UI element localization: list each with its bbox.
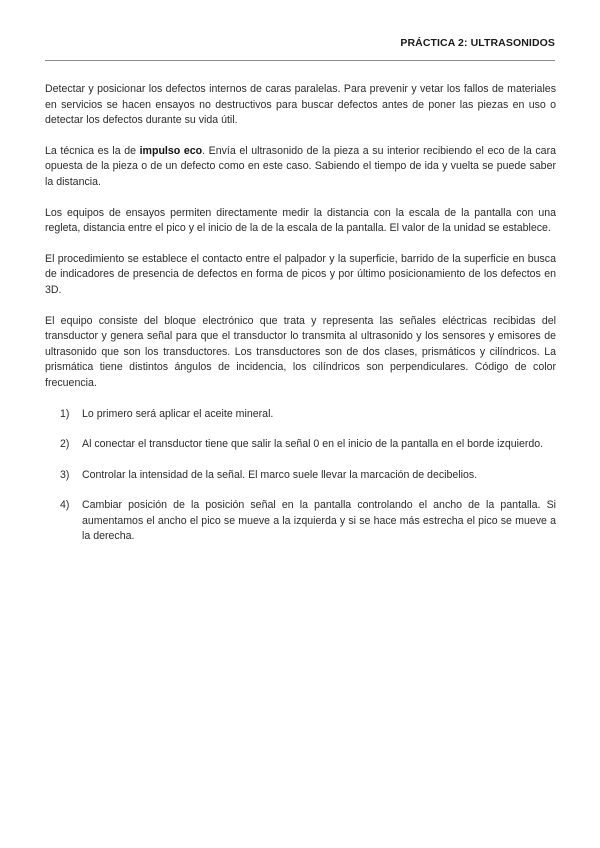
paragraph-procedure: El procedimiento se establece el contacto entre el palpador y la superficie, barrido de la superficie en busca de indicadores de presencia de defectos en forma de picos y por último posicionamiento de los defectos en 3D.	[45, 252, 556, 296]
paragraph-intro: Detectar y posicionar los defectos internos de caras paralelas. Para prevenir y vetar los fallos de materiales en servicios se hacen ensayos no destructivos para buscar defectos antes de poner las piezas en uso o detectar los defectos durante su vida útil.	[45, 83, 556, 127]
list-item	[45, 468, 556, 484]
paragraph-technique-after: . Envía el ultrasonido de la pieza a su interior recibiendo el eco de la cara opuesta de la pieza o de un defecto como en este caso. Sabiendo el tiempo de ida y vuelta se puede saber la distancia.	[45, 144, 556, 188]
paragraph-technique-bold: impulso eco	[139, 144, 203, 157]
list-item	[45, 437, 556, 453]
paragraph-technique	[45, 144, 556, 191]
paragraph-technique-before: La técnica es la de	[45, 144, 140, 157]
list-item-text: Cambiar posición de la posición señal en la pantalla controlando el ancho de la pantalla. Si aumentamos el ancho el pico se mueve a la izquierda y si se hace más estrecha el pico se mueve a la derecha.	[82, 499, 556, 543]
document-body	[45, 82, 556, 560]
list-item	[45, 407, 556, 423]
list-item-number: 1)	[60, 407, 70, 420]
header-divider	[45, 60, 555, 61]
page-header-title: PRÁCTICA 2: ULTRASONIDOS	[400, 37, 555, 49]
list-item-text: Al conectar el transductor tiene que salir la señal 0 en el inicio de la pantalla en el borde izquierdo.	[82, 438, 544, 451]
paragraph-equipment-measure: Los equipos de ensayos permiten directamente medir la distancia con la escala de la pantalla con una regleta, distancia entre el pico y el inicio de la de la escala de la pantalla. El valor de la unidad se establece.	[45, 206, 556, 235]
paragraph-equipment-description: El equipo consiste del bloque electrónico que trata y representa las señales eléctricas recibidas del transductor y genera señal para que el transductor lo transmita al ultrasonido y los sensores y emisores de ultrasonido que son los transductores. Los transductores son de dos clases, prismáticos y cilíndricos. La prismática tiene distintos ángulos de incidencia, los cilíndricos son perpendiculares. Código de color frecuencia.	[45, 314, 556, 389]
list-item-text: Lo primero será aplicar el aceite mineral.	[82, 407, 274, 420]
steps-list	[45, 407, 556, 546]
list-item-number: 4)	[60, 499, 70, 512]
list-item	[45, 498, 556, 545]
list-item-text: Controlar la intensidad de la señal. El marco suele llevar la marcación de decibelios.	[82, 468, 478, 481]
list-item-number: 3)	[60, 468, 70, 481]
list-item-number: 2)	[60, 438, 70, 451]
